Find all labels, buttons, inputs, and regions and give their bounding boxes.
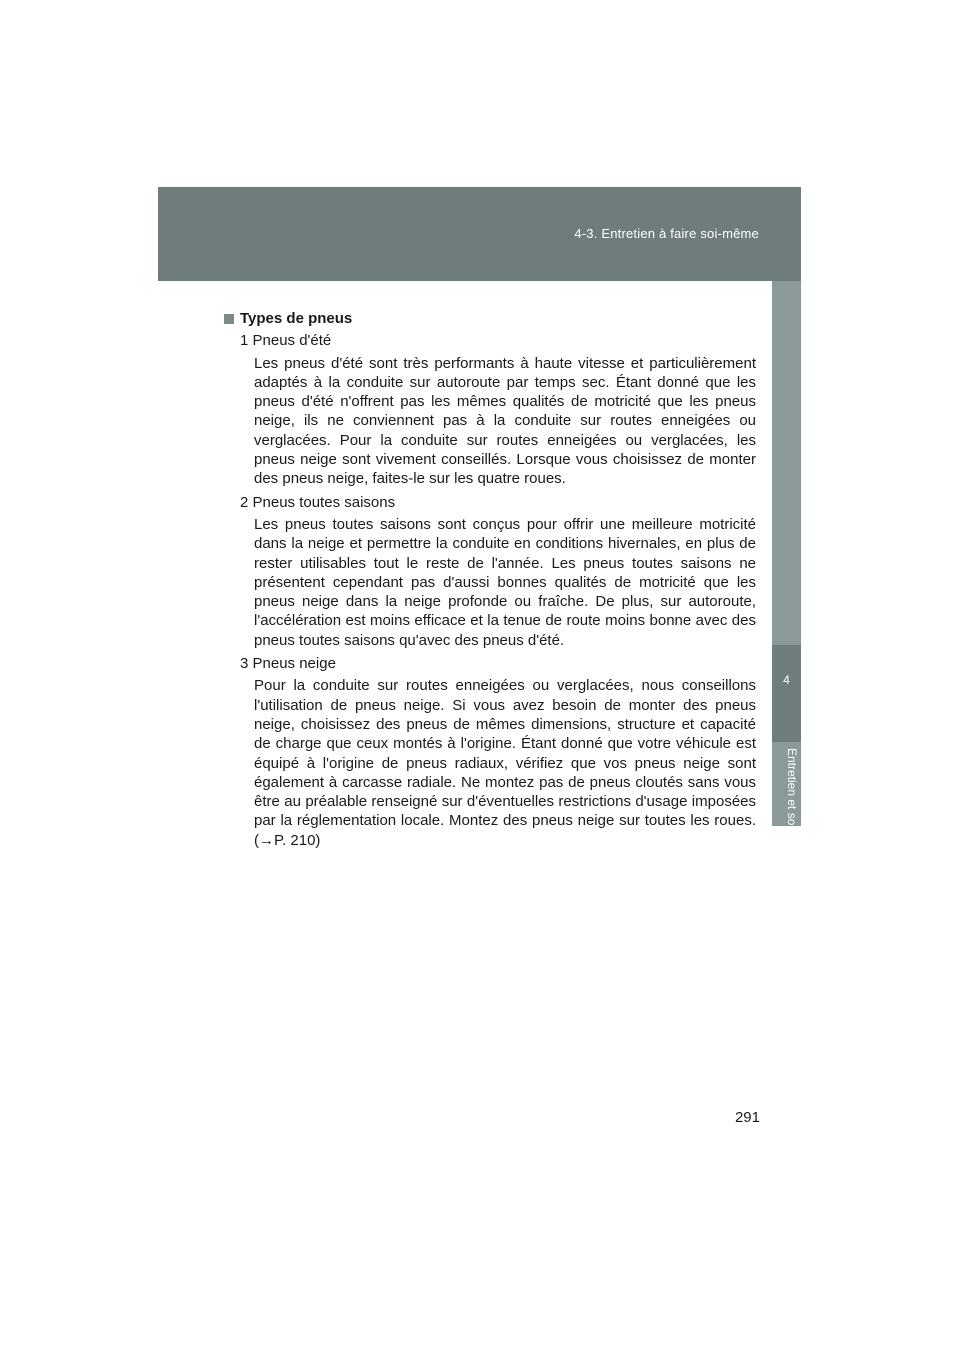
section-heading xyxy=(224,309,756,328)
chapter-side-tab xyxy=(772,281,801,835)
item-title-summer: 1 Pneus d'été xyxy=(240,332,332,350)
page-number: 291 xyxy=(734,1109,760,1126)
square-bullet-icon xyxy=(224,314,234,324)
section-heading-text: Types de pneus xyxy=(240,310,353,327)
chapter-label: Entretien et soin xyxy=(785,748,799,835)
item-title-snow: 3 Pneus neige xyxy=(240,655,336,673)
item-title-all-season: 2 Pneus toutes saisons xyxy=(240,493,396,511)
chapter-number-tab xyxy=(772,645,801,742)
section-header-band xyxy=(158,187,801,281)
item-body-summer: Les pneus d'été sont très performants à haute vitesse et particulièrement adaptés à la conduite sur autoroute par temps sec. Étant donné que les pneus d'été n'offrent pas les mêmes qualités de motricité que les pneus neige, ils ne conviennent pas à la conduite sur routes enneigées ou verglacées. Pour la conduite sur routes enneigées ou verglacées, les pneus neige sont vivement conseillés. Lorsque vous choisissez de monter des pneus neige, faites-le sur les quatre roues. xyxy=(254,354,756,488)
page-content xyxy=(224,309,756,854)
item-body-snow: Pour la conduite sur routes enneigées ou verglacées, nous conseillons l'utilisation de pneus neige. Si vous avez besoin de monter des pneus neige, choisissez des pneus de mêmes dimensions, structure et capacité de charge que ceux montés à l'origine. Étant donné que votre véhicule est équipé à l'origine de pneus radiaux, vérifiez que vos pneus neige sont également à carcasse radiale. Ne montez pas de pneus cloutés sans vous être au préalable renseigné sur d'éventuelles restrictions d'usage imposées par la réglementation locale. Montez des pneus neige sur toutes les roues. (→P. 210) xyxy=(254,677,756,849)
section-title: 4-3. Entretien à faire soi-même xyxy=(574,226,759,241)
item-body-all-season: Les pneus toutes saisons sont conçus pour offrir une meilleure motricité dans la neige et permettre la conduite en conditions hivernales, en plus de rester utilisables tout le reste de l'année. Les pneus toutes saisons ne présentent cependant pas d'aussi bonnes qualités de motricité que les pneus neige dans la neige profonde ou fraîche. De plus, sur autoroute, l'accélération est moins efficace et la tenue de route moins bonne avec des pneus toutes saisons qu'avec des pneus d'été. xyxy=(254,515,756,649)
chapter-number: 4 xyxy=(783,673,790,687)
